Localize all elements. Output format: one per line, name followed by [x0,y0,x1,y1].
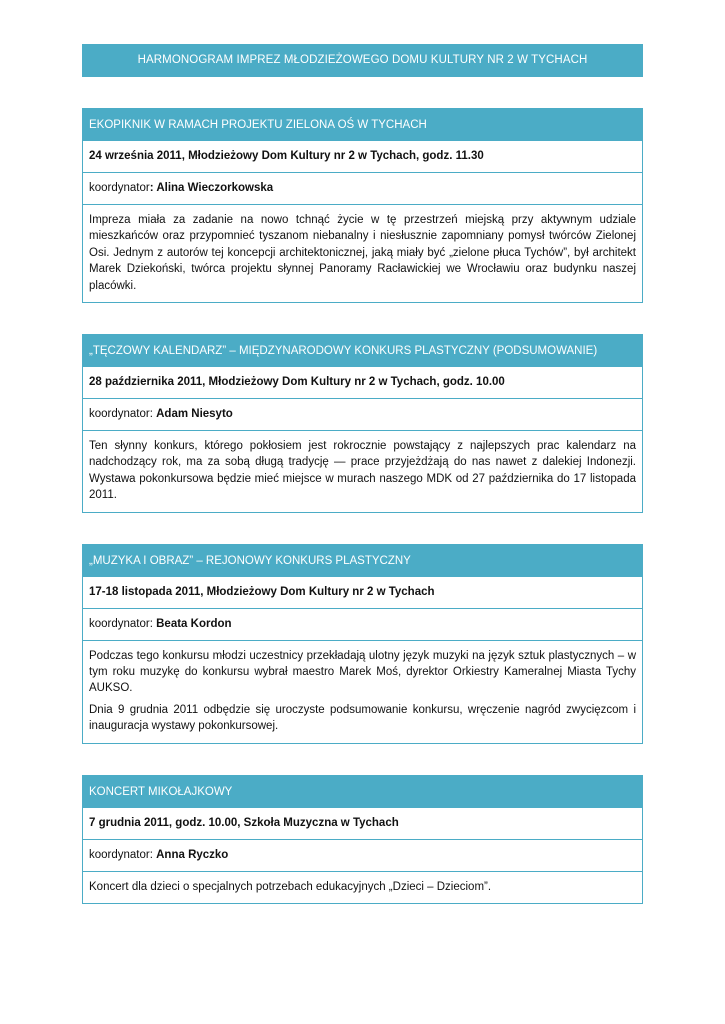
event-coordinator [83,398,642,430]
coordinator-name: Adam Niesyto [156,408,233,421]
coordinator-label: koordynator: [89,617,157,630]
event-coordinator [83,608,642,640]
coordinator-label: koordynator: [89,408,157,421]
event-title: KONCERT MIKOŁAJKOWY [83,776,642,808]
document-title: HARMONOGRAM IMPREZ MŁODZIEŻOWEGO DOMU KULTURY NR 2 W TYCHACH [82,44,643,77]
event-coordinator [83,172,642,204]
event-description [83,871,642,903]
event-coordinator [83,839,642,871]
event-title: „TĘCZOWY KALENDARZ” – MIĘDZYNARODOWY KONKURS PLASTYCZNY (PODSUMOWANIE) [83,335,642,367]
coordinator-name: Anna Ryczko [156,848,229,861]
description-paragraph: Podczas tego konkursu młodzi uczestnicy przekładają ulotny język muzyki na język sztuk plastycznych – w tym roku muzykę do konkursu wybrał maestro Marek Moś, dyrektor Orkiestry Kameralnej Miasta Tychy AUKSO. [89,649,636,695]
event-date: 24 września 2011, Młodzieżowy Dom Kultury nr 2 w Tychach, godz. 11.30 [89,150,484,162]
description-paragraph: Impreza miała za zadanie na nowo tchnąć życie w tę przestrzeń miejską przy aktywnym udziale mieszkańców oraz przypomnieć tyszanom niebanalny i niesłusznie zapomniany pomysł twórców Zielonej Osi. Jednym z autorów tej koncepcji architektonicznej, jaką miały być „zielone płuca Tychów”, był architekt Marek Dziekoński, twórca projektu słynnej Panoramy Racławickiej we Wrocławiu oraz budynku naszej placówki. [89,214,636,292]
event-block-teczowy-kalendarz [82,334,643,513]
coordinator-name: Beata Kordon [156,617,232,630]
event-block-muzyka-i-obraz [82,544,643,744]
coordinator-label: koordynator: [89,848,157,861]
event-description [83,430,642,512]
description-paragraph: Ten słynny konkurs, którego pokłosiem jest rokrocznie powstający z najlepszych prac kalendarz na nadchodzący rok, ma za sobą długą tradycję — prace przyjeżdżają do nas nawet z dalekiej Indonezji. Wystawa pokonkursowa będzie mieć miejsce w murach naszego MDK od 27 października do 17 listopada 2011. [89,440,636,502]
coordinator-name: : Alina Wieczorkowska [149,182,274,194]
document-page [82,44,643,904]
event-title: EKOPIKNIK W RAMACH PROJEKTU ZIELONA OŚ W TYCHACH [83,109,642,141]
event-block-koncert-mikolajkowy [82,775,643,904]
description-paragraph: Dnia 9 grudnia 2011 odbędzie się uroczyste podsumowanie konkursu, wręczenie nagród zwycięzcom i inauguracja wystawy pokonkursowej. [89,703,636,733]
event-description [83,204,642,302]
event-date: 28 października 2011, Młodzieżowy Dom Kultury nr 2 w Tychach, godz. 10.00 [89,376,505,389]
event-date: 17-18 listopada 2011, Młodzieżowy Dom Kultury nr 2 w Tychach [89,585,435,598]
event-date: 7 grudnia 2011, godz. 10.00, Szkoła Muzyczna w Tychach [89,816,399,829]
event-title: „MUZYKA I OBRAZ” – REJONOWY KONKURS PLASTYCZNY [83,545,642,577]
event-description [83,640,642,743]
coordinator-label: koordynator [89,182,150,194]
description-paragraph: Koncert dla dzieci o specjalnych potrzebach edukacyjnych „Dzieci – Dzieciom”. [89,880,492,893]
event-block-ekopiknik [82,108,643,303]
